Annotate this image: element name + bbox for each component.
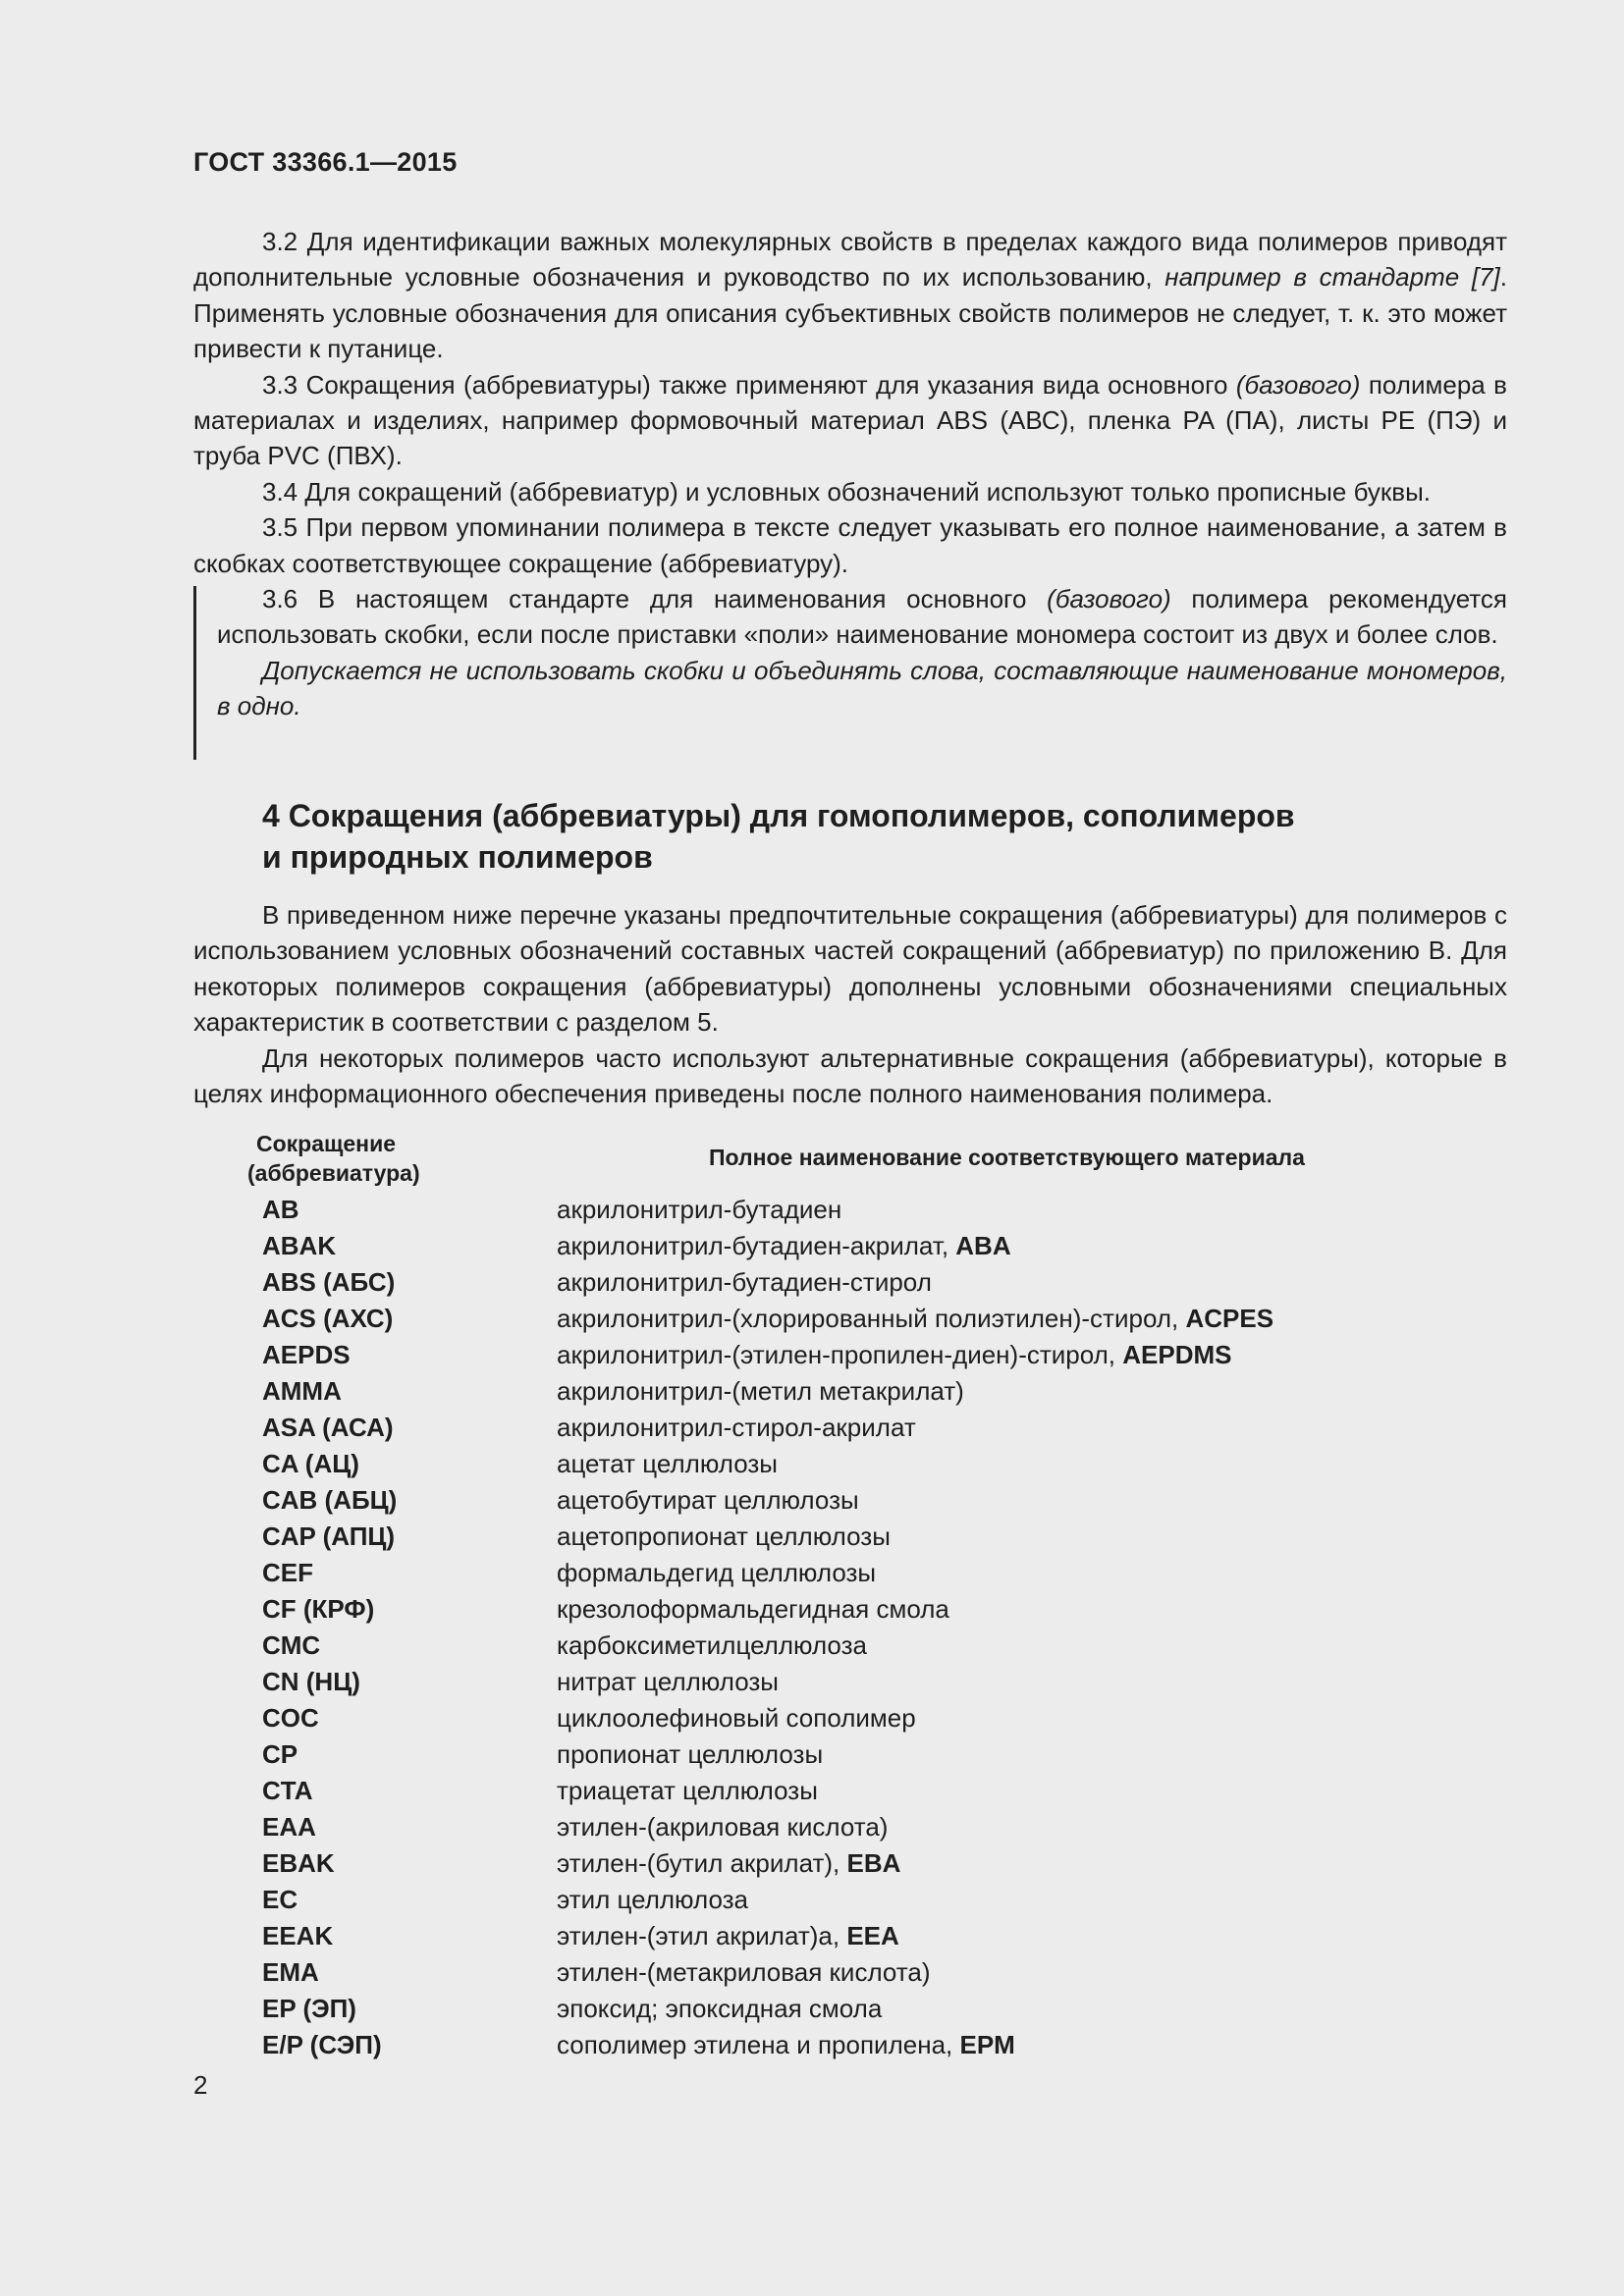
- table-header-full-name: Полное наименование соответствующего материала: [709, 1145, 1305, 1170]
- material-name-text: акрилонитрил-стирол-акрилат: [557, 1413, 916, 1442]
- paragraph-3-2-text-a: 3.2 Для идентификации важных молекулярных свойств в пределах каждого вида полимеров приводят дополнительные условные обозначения и руководство по их использованию,: [193, 227, 1507, 293]
- material-name: [557, 1446, 778, 1482]
- abbreviation-code: CAB (АБЦ): [262, 1485, 398, 1515]
- abbreviation-code: EBAK: [262, 1848, 335, 1878]
- material-name-text: акрилонитрил-бутадиен-акрилат,: [557, 1231, 956, 1260]
- abbreviation-code: EEAK: [262, 1921, 334, 1950]
- material-name-text: этилен-(метакриловая кислота): [557, 1957, 931, 1987]
- material-name: [557, 1845, 900, 1882]
- material-name-text: ацетобутират целлюлозы: [557, 1485, 859, 1515]
- abbreviation-code: CMC: [262, 1630, 321, 1660]
- alternative-abbreviation: AEPDMS: [1122, 1340, 1232, 1369]
- material-name-text: акрилонитрил-(метил метакрилат): [557, 1376, 964, 1406]
- material-name-text: акрилонитрил-(этилен-пропилен-диен)-стирол,: [557, 1340, 1123, 1369]
- alternative-abbreviation: ABA: [955, 1231, 1011, 1260]
- table-row: [262, 1301, 1489, 1337]
- paragraph-3-3-text-a: 3.3 Сокращения (аббревиатуры) также применяют для указания вида основного: [262, 369, 1236, 400]
- material-name: [557, 1628, 867, 1664]
- material-name-text: акрилонитрил-(хлорированный полиэтилен)-стирол,: [557, 1304, 1186, 1333]
- table-row: [262, 1773, 1489, 1809]
- table-header: [193, 1129, 1507, 1190]
- abbreviation-code: CA (АЦ): [262, 1449, 359, 1478]
- table-row: [262, 1482, 1489, 1519]
- document-header: ГОСТ 33366.1—2015: [193, 147, 458, 177]
- alternative-abbreviation: EPM: [959, 2030, 1015, 2059]
- table-row: [262, 1446, 1489, 1482]
- abbreviation-code: CEF: [262, 1558, 313, 1587]
- alternative-abbreviation: ACPES: [1185, 1304, 1274, 1333]
- paragraph-3-6-italic: (базового): [1047, 584, 1171, 614]
- table-row: [262, 1918, 1489, 1954]
- material-name: [557, 1991, 882, 2027]
- alternative-abbreviation: EEA: [846, 1921, 899, 1950]
- abbreviation-code: AB: [262, 1195, 299, 1224]
- section-4-title-line-1: 4 Сокращения (аббревиатуры) для гомополимеров, сополимеров: [262, 798, 1295, 833]
- paragraph-3-6-text-b: полимера рекомендуется использовать скобки, если после приставки «поли» наименование мономера состоит из двух и более слов.: [217, 584, 1507, 650]
- material-name-text: этил целлюлоза: [557, 1885, 748, 1914]
- table-row: [262, 1228, 1489, 1264]
- abbreviation-code: CTA: [262, 1776, 313, 1805]
- abbreviation-code: COC: [262, 1703, 319, 1733]
- table-row: [262, 1555, 1489, 1591]
- table-row: [262, 1664, 1489, 1700]
- table-header-abbreviation-line-1: Сокращение: [255, 1131, 397, 1156]
- paragraph-3-6: [217, 581, 1507, 653]
- paragraph-3-2-italic: например в стандарте [7]: [1164, 262, 1500, 293]
- table-header-abbreviation: [247, 1129, 420, 1188]
- paragraph-3-3: [193, 367, 1507, 474]
- table-row: [262, 1591, 1489, 1628]
- material-name: [557, 1410, 916, 1446]
- table-row: [262, 1373, 1489, 1410]
- table-row: [262, 1410, 1489, 1446]
- material-name: [557, 1809, 888, 1845]
- abbreviation-code: EAA: [262, 1812, 316, 1842]
- material-name: [557, 2027, 1015, 2063]
- table-row: [262, 2027, 1489, 2063]
- abbreviation-code: ABAK: [262, 1231, 337, 1260]
- abbreviation-code: ACS (АХС): [262, 1304, 394, 1333]
- material-name: [557, 1519, 891, 1555]
- paragraph-3-4: 3.4 Для сокращений (аббревиатур) и условных обозначений используют только прописные буквы.: [262, 476, 1431, 507]
- material-name: [557, 1700, 916, 1736]
- material-name: [557, 1555, 876, 1591]
- material-name-text: формальдегид целлюлозы: [557, 1558, 877, 1587]
- abbreviation-code: AEPDS: [262, 1340, 351, 1369]
- material-name: [557, 1228, 1011, 1264]
- table-row: [262, 1519, 1489, 1555]
- material-name: [557, 1736, 823, 1773]
- table-row: [262, 1700, 1489, 1736]
- table-row: [262, 1264, 1489, 1301]
- section-4-title: [262, 795, 1440, 878]
- material-name: [557, 1482, 859, 1519]
- paragraph-3-3-italic: (базового): [1235, 369, 1361, 400]
- material-name: [557, 1918, 899, 1954]
- paragraph-3-6-note: Допускается не использовать скобки и объединять слова, составляющие наименование мономеров, в одно.: [217, 655, 1507, 721]
- material-name-text: триацетат целлюлозы: [557, 1776, 818, 1805]
- material-name-text: циклоолефиновый сополимер: [557, 1703, 916, 1733]
- table-row: [262, 1882, 1489, 1918]
- material-name-text: эпоксид; эпоксидная смола: [557, 1994, 883, 2023]
- section-4-text: [193, 897, 1507, 1111]
- material-name-text: карбоксиметилцеллюлоза: [557, 1630, 867, 1660]
- material-name-text: ацетат целлюлозы: [557, 1449, 778, 1478]
- abbreviation-code: EP (ЭП): [262, 1994, 356, 2023]
- abbreviation-table: [262, 1192, 1489, 2063]
- material-name: [557, 1664, 779, 1700]
- abbreviation-code: EMA: [262, 1957, 319, 1987]
- table-row: [262, 1192, 1489, 1228]
- material-name: [557, 1882, 748, 1918]
- clause-3-text: [193, 224, 1507, 724]
- material-name: [557, 1192, 841, 1228]
- page-number: 2: [193, 2070, 208, 2100]
- material-name-text: крезолоформальдегидная смола: [557, 1594, 949, 1624]
- material-name-text: нитрат целлюлозы: [557, 1667, 779, 1696]
- table-row: [262, 1845, 1489, 1882]
- table-row: [262, 1337, 1489, 1373]
- material-name-text: ацетопропионат целлюлозы: [557, 1522, 891, 1551]
- abbreviation-code: E/P (СЭП): [262, 2030, 382, 2059]
- material-name-text: этилен-(бутил акрилат),: [557, 1848, 847, 1878]
- abbreviation-code: CN (НЦ): [262, 1667, 360, 1696]
- paragraph-3-2-text-b: . Применять условные обозначения для описания субъективных свойств полимеров не следует, т. к. это может привести к путанице.: [193, 262, 1507, 364]
- paragraph-3-3-text-b: полимера в материалах и изделиях, например формовочный материал ABS (АВС), пленка PA (ПА), листы PE (ПЭ) и труба PVC (ПВХ).: [193, 369, 1507, 471]
- material-name: [557, 1954, 931, 1991]
- material-name: [557, 1337, 1232, 1373]
- table-row: [262, 1991, 1489, 2027]
- material-name-text: акрилонитрил-бутадиен-стирол: [557, 1267, 932, 1297]
- section-4-title-line-2: и природных полимеров: [262, 839, 653, 875]
- table-row: [262, 1809, 1489, 1845]
- abbreviation-code: AMMA: [262, 1376, 342, 1406]
- table-row: [262, 1954, 1489, 1991]
- material-name-text: акрилонитрил-бутадиен: [557, 1195, 842, 1224]
- paragraph-3-6-text-a: 3.6 В настоящем стандарте для наименования основного: [262, 584, 1048, 614]
- change-marker-bar: [193, 586, 196, 760]
- section-4-paragraph-1: В приведенном ниже перечне указаны предпочтительные сокращения (аббревиатуры) для полимеров с использованием условных обозначений составных частей сокращений (аббревиатур) по приложению B. Для некоторых полимеров сокращения (аббревиатуры) дополнены условными обозначениями специальных характеристик в соответствии с разделом 5.: [193, 900, 1507, 1038]
- material-name-text: этилен-(акриловая кислота): [557, 1812, 889, 1842]
- table-row: [262, 1628, 1489, 1664]
- table-row: [262, 1736, 1489, 1773]
- section-4-paragraph-2: Для некоторых полимеров часто используют альтернативные сокращения (аббревиатуры), которые в целях информационного обеспечения приведены после полного наименования полимера.: [193, 1042, 1507, 1109]
- material-name: [557, 1264, 932, 1301]
- material-name-text: пропионат целлюлозы: [557, 1739, 824, 1769]
- material-name: [557, 1773, 818, 1809]
- abbreviation-code: CP: [262, 1739, 298, 1769]
- alternative-abbreviation: EBA: [846, 1848, 901, 1878]
- paragraph-3-5: 3.5 При первом упоминании полимера в тексте следует указывать его полное наименование, а затем в скобках соответствующее сокращение (аббревиатуру).: [193, 512, 1507, 578]
- abbreviation-code: ABS (АБС): [262, 1267, 396, 1297]
- abbreviation-code: ASA (АСА): [262, 1413, 394, 1442]
- material-name-text: этилен-(этил акрилат)а,: [557, 1921, 847, 1950]
- material-name: [557, 1301, 1273, 1337]
- table-header-abbreviation-line-2: (аббревиатура): [247, 1160, 420, 1186]
- abbreviation-code: EC: [262, 1885, 298, 1914]
- paragraph-3-2: [193, 224, 1507, 367]
- abbreviation-code: CF (КРФ): [262, 1594, 375, 1624]
- material-name-text: сополимер этилена и пропилена,: [557, 2030, 960, 2059]
- abbreviation-code: CAP (АПЦ): [262, 1522, 396, 1551]
- material-name: [557, 1373, 964, 1410]
- amended-block: [217, 581, 1507, 724]
- material-name: [557, 1591, 949, 1628]
